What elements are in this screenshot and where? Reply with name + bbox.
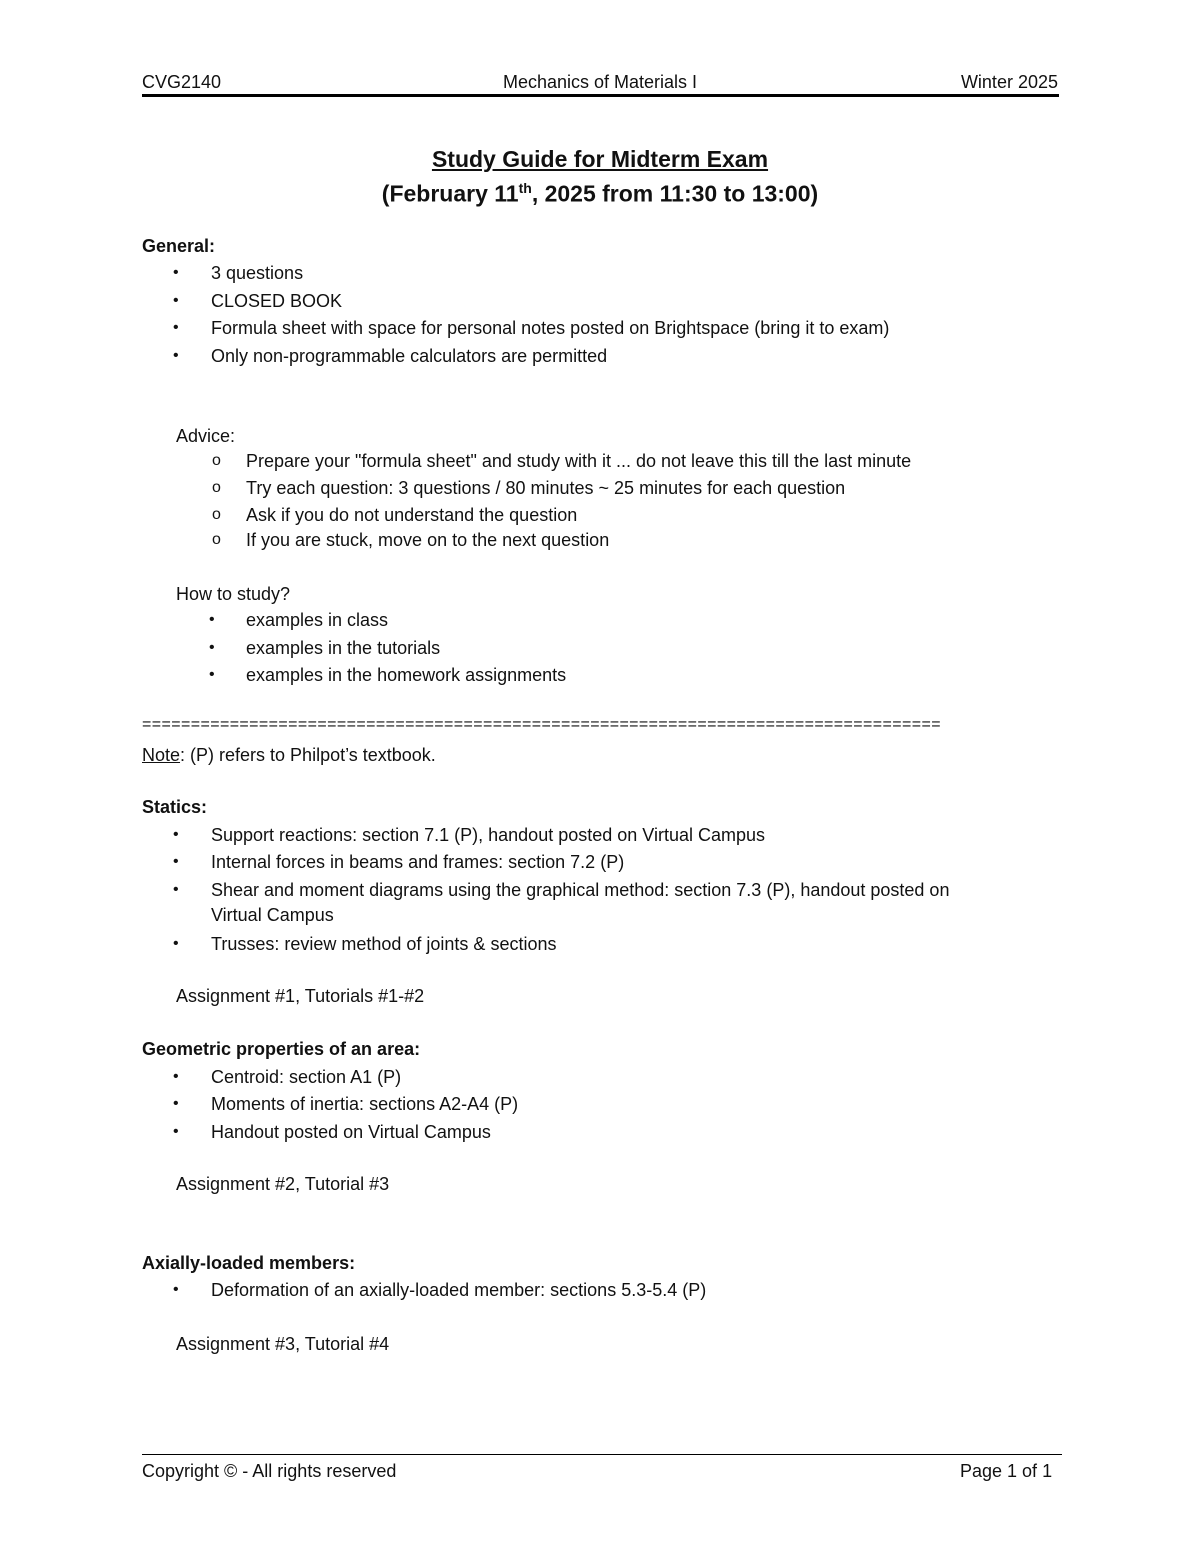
howto-heading: How to study? [176, 584, 291, 604]
list-item-continuation: Virtual Campus [211, 905, 334, 925]
bullet-icon: • [173, 1281, 179, 1298]
note: Note: (P) refers to Philpot’s textbook. [142, 745, 436, 765]
list-item: Handout posted on Virtual Campus [211, 1122, 491, 1142]
footer-rule [142, 1454, 1062, 1455]
bullet-icon: • [173, 853, 179, 870]
course-code: CVG2140 [142, 72, 222, 92]
course-title: Mechanics of Materials I [502, 72, 698, 92]
list-item: Centroid: section A1 (P) [211, 1067, 402, 1087]
general-heading: General: [142, 236, 216, 256]
axial-heading: Axially-loaded members: [142, 1253, 356, 1273]
list-item: Only non-programmable calculators are permitted [211, 346, 608, 366]
bullet-icon: • [209, 666, 215, 683]
list-item: examples in the tutorials [246, 638, 441, 658]
bullet-icon: • [173, 264, 179, 281]
document-title: Study Guide for Midterm Exam [431, 146, 769, 172]
list-item: Deformation of an axially-loaded member: sections 5.3-5.4 (P) [211, 1280, 707, 1300]
list-item: Trusses: review method of joints & sections [211, 934, 557, 954]
bullet-icon: • [173, 1068, 179, 1085]
bullet-icon: • [209, 611, 215, 628]
bullet-icon: • [173, 881, 179, 898]
geometric-assignment: Assignment #2, Tutorial #3 [176, 1174, 390, 1194]
list-item: Formula sheet with space for personal notes posted on Brightspace (bring it to exam) [211, 318, 890, 338]
bullet-icon: • [173, 1095, 179, 1112]
advice-heading: Advice: [176, 426, 236, 446]
list-item: Support reactions: section 7.1 (P), handout posted on Virtual Campus [211, 825, 765, 845]
geometric-heading: Geometric properties of an area: [142, 1039, 421, 1059]
separator: ================================================================================== [142, 716, 941, 733]
circle-bullet-icon: o [212, 531, 221, 548]
list-item: CLOSED BOOK [211, 291, 343, 311]
circle-bullet-icon: o [212, 506, 221, 523]
page-number: Page 1 of 1 [960, 1461, 1053, 1481]
exam-date: (February 11th, 2025 from 11:30 to 13:00) [381, 180, 819, 207]
header-rule [142, 94, 1059, 97]
bullet-icon: • [173, 935, 179, 952]
bullet-icon: • [173, 347, 179, 364]
statics-heading: Statics: [142, 797, 208, 817]
axial-assignment: Assignment #3, Tutorial #4 [176, 1334, 390, 1354]
term: Winter 2025 [960, 72, 1058, 92]
circle-bullet-icon: o [212, 479, 221, 496]
list-item: Prepare your "formula sheet" and study with it ... do not leave this till the last minute [246, 451, 912, 471]
bullet-icon: • [173, 826, 179, 843]
statics-assignment: Assignment #1, Tutorials #1-#2 [176, 986, 425, 1006]
list-item: 3 questions [211, 263, 304, 283]
list-item: Try each question: 3 questions / 80 minutes ~ 25 minutes for each question [246, 478, 846, 498]
bullet-icon: • [209, 639, 215, 656]
circle-bullet-icon: o [212, 452, 221, 469]
list-item: examples in class [246, 610, 389, 630]
list-item: Ask if you do not understand the question [246, 505, 578, 525]
list-item: Shear and moment diagrams using the graphical method: section 7.3 (P), handout posted on [211, 880, 950, 900]
list-item: If you are stuck, move on to the next question [246, 530, 610, 550]
bullet-icon: • [173, 319, 179, 336]
list-item: Internal forces in beams and frames: section 7.2 (P) [211, 852, 625, 872]
list-item: examples in the homework assignments [246, 665, 567, 685]
copyright: Copyright © - All rights reserved [142, 1461, 397, 1481]
bullet-icon: • [173, 292, 179, 309]
bullet-icon: • [173, 1123, 179, 1140]
list-item: Moments of inertia: sections A2-A4 (P) [211, 1094, 519, 1114]
